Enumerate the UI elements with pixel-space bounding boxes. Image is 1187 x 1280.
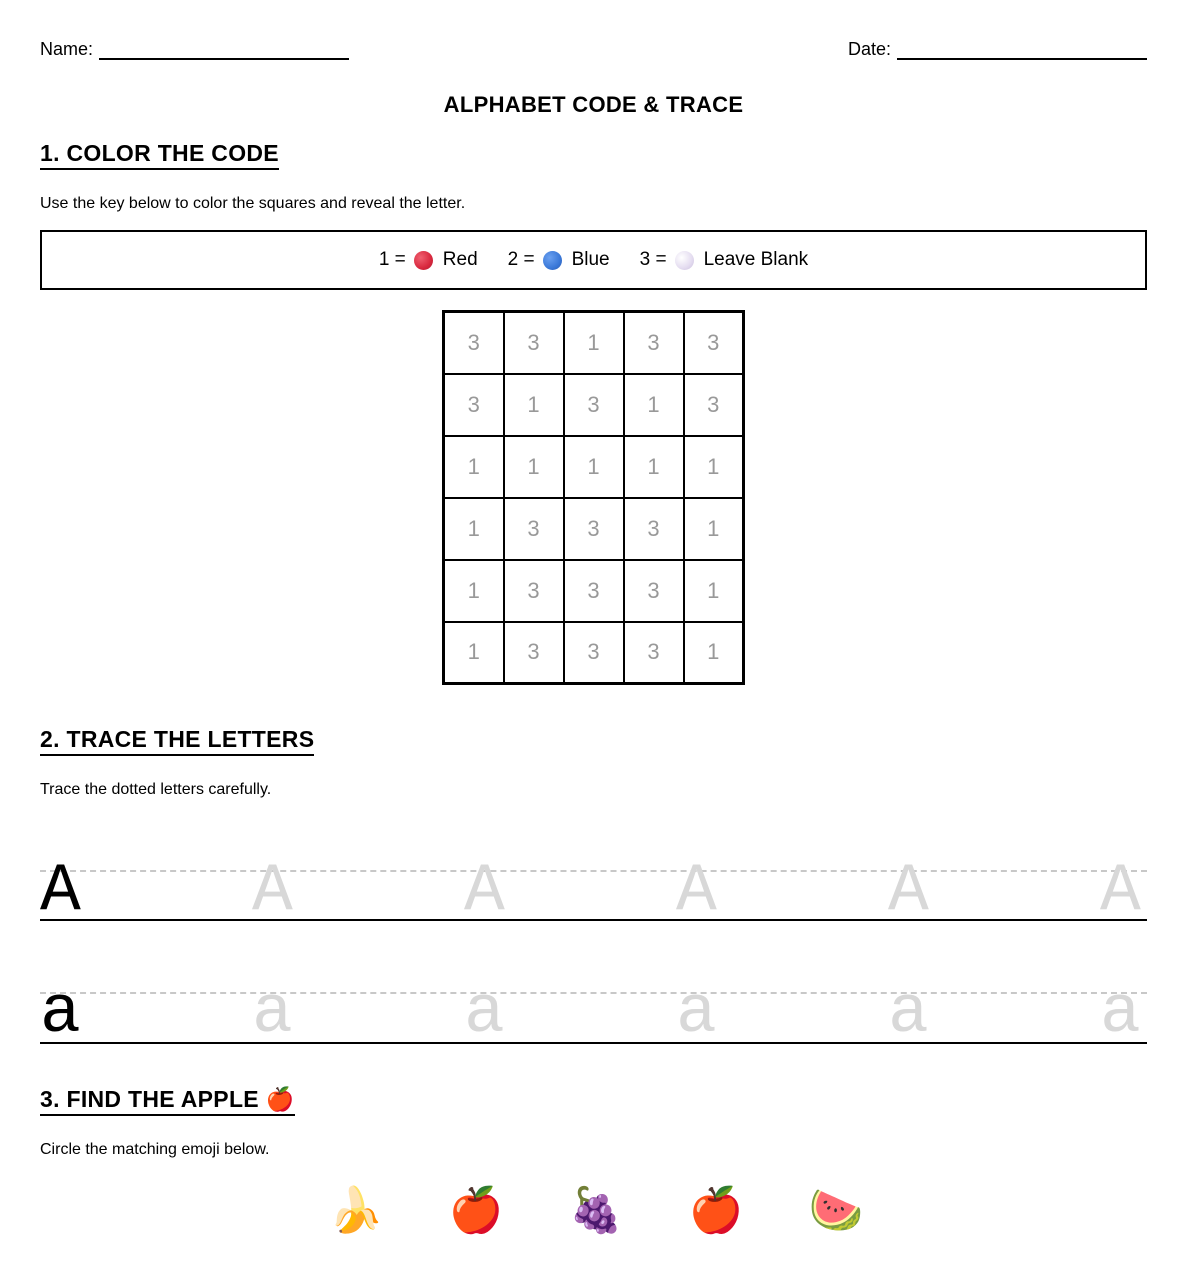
midline-dashed [40, 992, 1147, 994]
grid-cell[interactable]: 3 [624, 312, 684, 374]
model-letter: a [40, 975, 81, 1052]
midline-dashed [40, 870, 1147, 872]
grid-cell[interactable]: 3 [564, 374, 624, 436]
color-key [40, 230, 1147, 290]
trace-letter[interactable]: A [1100, 853, 1141, 930]
grid-cell[interactable]: 1 [564, 312, 624, 374]
grid-cell[interactable]: 1 [444, 560, 504, 622]
grid-row [444, 622, 744, 684]
key-item-blank [640, 249, 809, 271]
date-line[interactable] [897, 42, 1147, 60]
grid-cell[interactable]: 3 [684, 312, 744, 374]
section-3-instructions: Circle the matching emoji below. [40, 1141, 270, 1158]
watermelon-icon[interactable]: 🍉 [808, 1186, 864, 1235]
trace-letter[interactable]: a [464, 975, 505, 1052]
trace-letter[interactable]: A [464, 853, 505, 930]
trace-letter[interactable]: a [888, 975, 929, 1052]
grid-cell[interactable]: 3 [564, 498, 624, 560]
grid-cell[interactable]: 1 [504, 436, 564, 498]
grid-cell[interactable]: 3 [564, 622, 624, 684]
trace-letter[interactable]: A [676, 853, 717, 930]
grid-cell[interactable]: 1 [624, 436, 684, 498]
grid-row [444, 374, 744, 436]
trace-letter[interactable]: A [888, 853, 929, 930]
grid-cell[interactable]: 1 [444, 436, 504, 498]
baseline [40, 919, 1147, 921]
grid-row [444, 436, 744, 498]
page-title: ALPHABET CODE & TRACE [443, 92, 744, 117]
section-3-heading: 3. FIND THE APPLE 🍎 [40, 1086, 295, 1116]
grid-cell[interactable]: 1 [444, 622, 504, 684]
red-circle-icon [414, 251, 433, 270]
baseline [40, 1042, 1147, 1044]
grid-row [444, 560, 744, 622]
grid-cell[interactable]: 3 [504, 312, 564, 374]
grid-cell[interactable]: 1 [684, 498, 744, 560]
white-circle-icon [675, 251, 694, 270]
grid-cell[interactable]: 1 [564, 436, 624, 498]
section-2-instructions: Trace the dotted letters carefully. [40, 781, 272, 798]
section-1-instructions: Use the key below to color the squares and reveal the letter. [40, 195, 466, 212]
grid-cell[interactable]: 3 [624, 622, 684, 684]
trace-row-lowercase[interactable] [40, 975, 1147, 1052]
grid-cell[interactable]: 1 [684, 622, 744, 684]
key-item-blue [508, 249, 610, 271]
key-color-name: Red [442, 249, 478, 270]
grid-cell[interactable]: 3 [684, 374, 744, 436]
grid-cell[interactable]: 3 [564, 560, 624, 622]
grid-cell[interactable]: 1 [504, 374, 564, 436]
blue-circle-icon [543, 251, 562, 270]
grid-cell[interactable]: 1 [624, 374, 684, 436]
grid-cell[interactable]: 1 [684, 436, 744, 498]
grid-cell[interactable]: 3 [504, 560, 564, 622]
apple-icon[interactable]: 🍎 [448, 1186, 504, 1235]
emoji-choices [40, 1183, 1147, 1239]
date-field[interactable] [848, 38, 1147, 60]
trace-letter[interactable]: A [252, 853, 293, 930]
grid-row [444, 312, 744, 374]
key-item-red [379, 249, 478, 271]
grid-cell[interactable]: 3 [504, 498, 564, 560]
grid-cell[interactable]: 1 [684, 560, 744, 622]
grid-cell[interactable]: 3 [444, 374, 504, 436]
date-label: Date: [847, 39, 891, 59]
key-number: 2 = [507, 249, 535, 270]
key-color-name: Blue [571, 249, 610, 270]
header-row [40, 38, 1147, 62]
grid-cell[interactable]: 3 [504, 622, 564, 684]
grapes-icon[interactable]: 🍇 [568, 1186, 624, 1235]
name-field[interactable] [40, 38, 349, 60]
key-color-name: Leave Blank [703, 249, 809, 270]
key-number: 3 = [639, 249, 667, 270]
grid-row [444, 498, 744, 560]
trace-letter[interactable]: a [252, 975, 293, 1052]
key-number: 1 = [378, 249, 406, 270]
apple-icon[interactable]: 🍎 [688, 1186, 744, 1235]
trace-row-uppercase[interactable] [40, 853, 1147, 930]
trace-letter[interactable]: a [1100, 975, 1141, 1052]
section-2-heading: 2. TRACE THE LETTERS [40, 726, 314, 756]
grid-cell[interactable]: 3 [624, 498, 684, 560]
color-code-grid [442, 310, 745, 685]
banana-icon[interactable]: 🍌 [328, 1186, 384, 1235]
grid-cell[interactable]: 3 [444, 312, 504, 374]
name-label: Name: [40, 39, 94, 59]
trace-letter[interactable]: a [676, 975, 717, 1052]
name-line[interactable] [99, 42, 349, 60]
grid-cell[interactable]: 3 [624, 560, 684, 622]
model-letter: A [40, 853, 81, 930]
grid-cell[interactable]: 1 [444, 498, 504, 560]
section-1-heading: 1. COLOR THE CODE [40, 140, 279, 170]
